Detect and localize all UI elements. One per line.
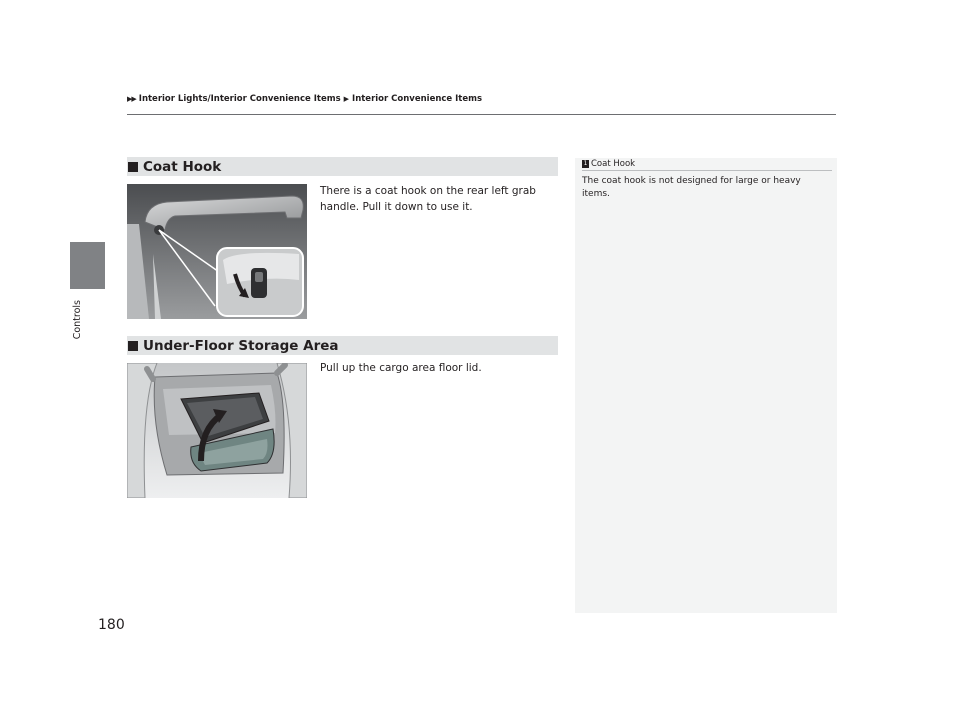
chapter-tab bbox=[70, 242, 105, 289]
note-heading bbox=[582, 159, 635, 169]
cargo-floor-lid-illustration-svg bbox=[127, 363, 307, 498]
note-title: Coat Hook bbox=[591, 159, 636, 169]
coat-hook-illustration-svg bbox=[127, 184, 307, 319]
breadcrumb-item-current[interactable]: Interior Convenience Items bbox=[352, 94, 483, 104]
section-title: Under-Floor Storage Area bbox=[143, 337, 339, 354]
section-header-coat-hook bbox=[127, 157, 558, 176]
section-square-icon bbox=[128, 341, 138, 351]
note-panel bbox=[575, 158, 837, 613]
section-title: Coat Hook bbox=[143, 158, 222, 175]
header-divider bbox=[127, 114, 836, 115]
breadcrumb-arrow-icon: ▶ bbox=[343, 95, 350, 103]
page-number: 180 bbox=[98, 617, 125, 633]
cargo-floor-lid-illustration bbox=[127, 363, 307, 498]
note-number-badge: 1 bbox=[583, 160, 588, 167]
chapter-tab-label: Controls bbox=[72, 300, 83, 340]
breadcrumb-item-parent[interactable]: Interior Lights/Interior Convenience Items bbox=[138, 94, 341, 104]
breadcrumb-arrow-icon: ▶▶ bbox=[127, 95, 136, 103]
coat-hook-illustration bbox=[127, 184, 307, 319]
breadcrumb bbox=[127, 94, 482, 104]
section-header-under-floor-storage bbox=[127, 336, 558, 355]
note-text: The coat hook is not designed for large or heavy items. bbox=[582, 176, 801, 199]
section-square-icon bbox=[128, 162, 138, 172]
note-divider bbox=[582, 170, 832, 171]
coat-hook-text: There is a coat hook on the rear left grab handle. Pull it down to use it. bbox=[320, 185, 536, 213]
under-floor-storage-text: Pull up the cargo area floor lid. bbox=[320, 362, 482, 374]
